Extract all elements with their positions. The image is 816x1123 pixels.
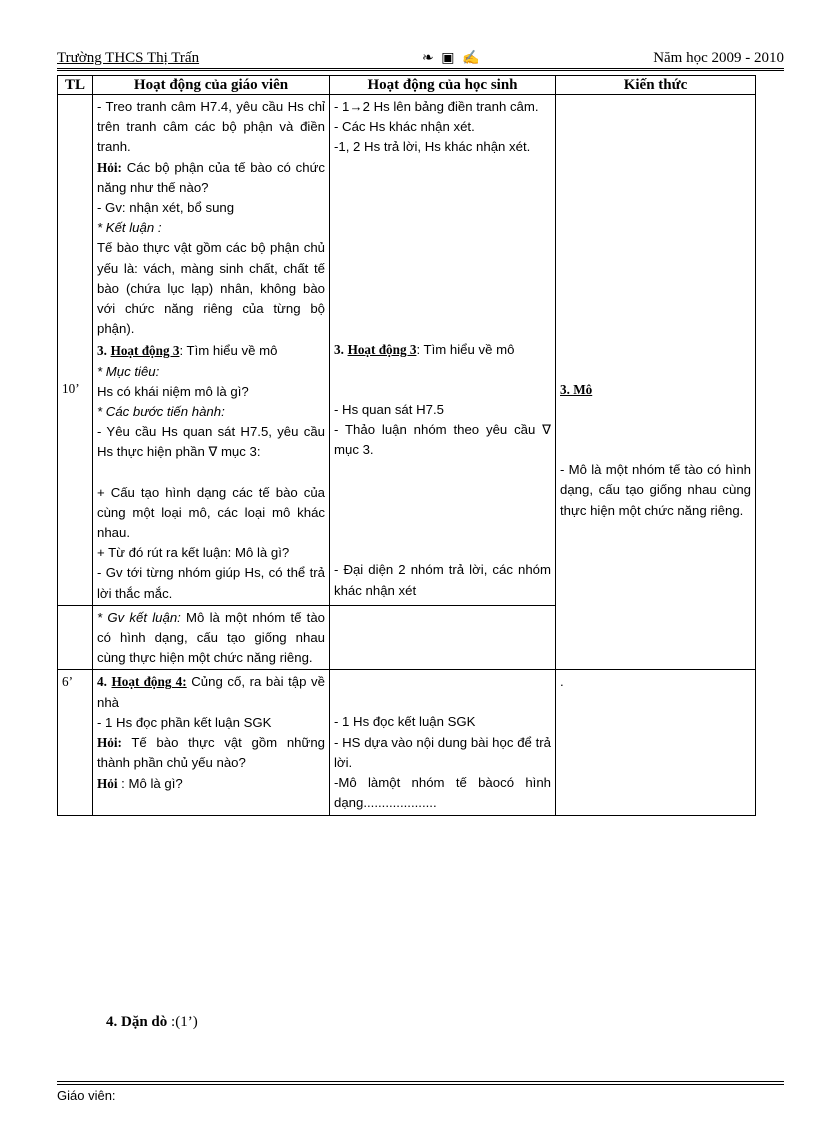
- homework-time: :(1’): [167, 1014, 198, 1030]
- activity4-title: 4. Hoạt động 4: Củng cố, ra bài tập về nhà: [97, 674, 325, 710]
- gv-conclusion-text: Mô là một nhóm tế tào có hình dạng, cấu tạo giống nhau cùng thực hiện một chức năng riêng.: [97, 609, 325, 666]
- teacher-conclusion-cell: [93, 605, 330, 670]
- lesson-table: [57, 75, 756, 816]
- list-item: - Các Hs khác nhận xét.: [334, 119, 475, 135]
- tl-cell: 6’: [58, 670, 93, 815]
- col-header-teacher: Hoạt động của giáo viên: [93, 76, 330, 95]
- list-item: Hỏi : Mô là gì?: [97, 775, 183, 791]
- list-item: - HS dựa vào nội dung bài học để trả lời.: [334, 734, 551, 770]
- activity3-title: 3. Hoạt động 3: Tìm hiểu về mô: [97, 343, 278, 359]
- tl-cell: [58, 605, 93, 670]
- teacher-cell: [93, 670, 330, 815]
- list-item: [97, 158, 325, 198]
- list-item: - Gv tới từng nhóm giúp Hs, có thể trả lời thắc mắc.: [97, 565, 325, 601]
- col-header-tl: TL: [58, 76, 93, 95]
- table-row: [58, 95, 756, 606]
- teacher-cell: [93, 95, 330, 606]
- col-header-student: Hoạt động của học sinh: [330, 76, 556, 95]
- student-cell: [330, 670, 556, 815]
- list-item: - Thảo luận nhóm theo yêu cầu ∇ mục 3.: [334, 422, 551, 458]
- student-cell: [330, 605, 556, 670]
- header-rule: [57, 68, 784, 69]
- school-year: Năm học 2009 - 2010: [653, 50, 784, 66]
- list-item: - 1 Hs đọc kết luận SGK: [334, 714, 476, 730]
- list-item: -Mô làmột nhóm tế bàocó hình dạng....................: [334, 775, 551, 811]
- list-item: - Yêu cầu Hs quan sát H7.5, yêu cầu Hs thực hiện phần ∇ mục 3:: [97, 424, 325, 460]
- homework-section: [106, 1014, 198, 1031]
- header-rule-2: [57, 70, 784, 71]
- knowledge-text: - Mô là một nhóm tế tào có hình dạng, cấu tạo giống nhau cùng thực hiện một chức năng riêng.: [560, 462, 751, 518]
- list-item: Hỏi: Tế bào thực vật gồm những thành phần chủ yếu nào?: [97, 735, 325, 771]
- page-header: [57, 50, 784, 68]
- header-ornament: ❧ ▣ ✍: [422, 51, 482, 66]
- conclusion-label: * Kết luận :: [97, 220, 162, 236]
- steps-label: * Các bước tiến hành:: [97, 404, 225, 420]
- student-cell: [330, 95, 556, 606]
- list-item: - 1→2 Hs lên bảng điền tranh câm.: [334, 99, 539, 114]
- list-item: - Hs quan sát H7.5: [334, 401, 444, 417]
- col-header-knowledge: Kiến thức: [556, 76, 756, 95]
- table-row: [58, 670, 756, 815]
- tl-value: 10’: [62, 381, 80, 396]
- list-item: + Từ đó rút ra kết luận: Mô là gì?: [97, 545, 290, 561]
- homework-title: 4. Dặn dò: [106, 1014, 168, 1030]
- gv-conclusion-label: * Gv kết luận:: [97, 609, 181, 625]
- table-header-row: [58, 76, 756, 95]
- knowledge-title: 3. Mô: [560, 382, 593, 397]
- hoi-label: Hỏi:: [97, 159, 122, 175]
- conclusion-text: Tế bào thực vật gồm các bộ phận chủ yếu là: vách, màng sinh chất, chất tế bào (chứa lục lạp) nhân, không bào với chức năng riêng của từng bộ phận).: [97, 240, 325, 337]
- list-item: + Cấu tạo hình dạng các tế bào của cùng một loại mô, các loại mô khác nhau.: [97, 484, 325, 541]
- school-name: Trường THCS Thị Trấn: [57, 50, 200, 66]
- footer-rule: [57, 1081, 784, 1082]
- teacher-footer: Giáo viên:: [57, 1088, 116, 1103]
- objective-text: Hs có khái niệm mô là gì?: [97, 383, 249, 399]
- knowledge-cell: [556, 95, 756, 670]
- list-item: - Treo tranh câm H7.4, yêu cầu Hs chỉ trên tranh câm các bộ phận và điền tranh.: [97, 99, 325, 155]
- list-item: - 1 Hs đọc phần kết luận SGK: [97, 714, 272, 730]
- footer-rule-2: [57, 1084, 784, 1085]
- activity3-title-student: 3. Hoạt động 3: Tìm hiểu về mô: [334, 341, 515, 357]
- knowledge-cell: .: [556, 670, 756, 815]
- question-text: Các bộ phận của tế bào có chức năng như thế nào?: [97, 159, 325, 195]
- objective-label: * Mục tiêu:: [97, 363, 160, 379]
- tl-cell: [58, 95, 93, 606]
- list-item: -1, 2 Hs trả lời, Hs khác nhận xét.: [334, 139, 531, 155]
- list-item: - Gv: nhận xét, bổ sung: [97, 200, 235, 216]
- list-item: - Đại diện 2 nhóm trả lời, các nhóm khác nhận xét: [334, 562, 551, 598]
